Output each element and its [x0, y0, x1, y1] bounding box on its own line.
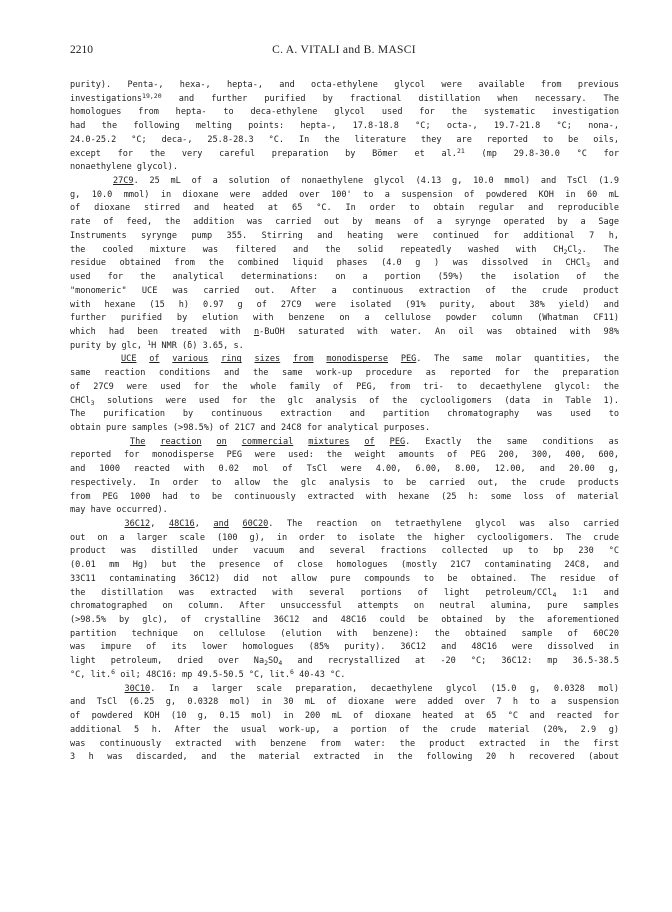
text-line: UCE of various ring sizes from monodisperse PEG. The same molar quantities, the [121, 354, 619, 365]
text-line: 24.0-25.2 °C; deca-, 25.8-28.3 °C. In the literature they are reported to be oils, [70, 134, 619, 145]
text-line: 27C9. 25 mL of a solution of nonaethylene glycol (4.13 g, 10.0 mmol) and TsCl (1.9 [113, 176, 619, 187]
text-line: respectively. In order to allow the glc analysis to be carried out, the crude products [70, 477, 619, 488]
text-line: the distillation was extracted with several portions of light petroleum/CCl$_4$ 1:1 and [70, 587, 619, 599]
text-line: (0.01 mm Hg) but the presence of close homologues (mostly 21C7 contaminating 24C8, and [70, 560, 619, 571]
text-line: CHCl$_3$ solutions were used for the glc analysis of the cyclooligomers (data in Table 1). [70, 395, 619, 407]
text-line: investigations$^{19,20}$ and further purified by fractional distillation when necessary. The [70, 92, 619, 104]
text-line: "monomeric" UCE was carried out. After a continuous extraction of the crude product [70, 285, 619, 296]
text-line: 33C11 contaminating 36C12) did not allow pure compounds to be obtained. The residue of [70, 573, 619, 584]
running-header [70, 44, 618, 60]
text-line: reported for monodisperse PEG were used: the weight amounts of PEG 200, 300, 400, 600, [70, 450, 619, 461]
text-line: may have occurred). [70, 505, 168, 516]
text-line: residue obtained from the combined liquid phases (4.0 g ) was dissolved in CHCl$_3$ and [70, 258, 619, 270]
experimental-text [70, 79, 619, 765]
text-line: with hexane (15 h) 0.97 g of 27C9 were isolated (91% purity, about 38% yield) and [70, 299, 619, 310]
text-line: chromatographed on column. After unsuccessful attempts on neutral alumina, pure samples [70, 601, 619, 612]
text-line: of dioxane stirred and heated at 65 °C. In order to obtain regular and reproducible [70, 203, 619, 214]
text-line: light petroleum, dried over $Na_2SO_4$ and recrystallized at -20 °C; 36C12: mp 36.5-38.5 [70, 656, 619, 668]
text-line: used for the analytical determinations: on a portion (59%) the isolation of the [70, 272, 619, 283]
text-line: The purification by continuous extraction and partition chromatography was used to [70, 409, 619, 420]
text-line: homologues from hepta- to deca-ethylene glycol used for the systematic investigation [70, 107, 619, 118]
text-line: Instruments syrynge pump 355. Stirring and heating were continued for additional 7 h, [70, 230, 619, 241]
text-line: purity). Penta-, hexa-, hepta-, and octa-ethylene glycol were available from previous [70, 80, 619, 90]
text-line: purity by glc, $^1$H NMR (δ) 3.65, s. [70, 339, 244, 351]
text-line: The reaction on commercial mixtures of PEG. Exactly the same conditions as [129, 436, 619, 447]
text-line: product was distilled under vacuum and several fractions collected up to bp 230 °C [70, 546, 619, 557]
text-line: same reaction conditions and the same work-up procedure as reported for the preparation [70, 368, 619, 379]
text-line: (>98.5% by glc), of crystalline 36C12 and 48C16 could be obtained by the aforementioned [70, 615, 619, 626]
text-line: 3 h was discarded, and the material extracted in the following 20 h recovered (about [70, 752, 619, 763]
text-line: of powdered KOH (10 g, 0.15 mol) in 200 mL of dioxane heated at 65 °C and reacted for [70, 711, 619, 722]
text-line: °C, lit.$^6$ oil; 48C16: mp 49.5-50.5 °C, lit.$^6$ 40-43 °C. [70, 668, 346, 680]
text-line: partition technique on cellulose (elution with benzene): the obtained sample of 60C20 [70, 628, 619, 639]
text-line: was impure of its lower homologues (85% purity). 36C12 and 48C16 were dissolved in [70, 642, 619, 653]
text-line: further purified by elution with benzene on a cellulose powder column (Whatman CF11) [70, 313, 619, 324]
text-line: g, 10.0 mmol) in dioxane were added over 100' to a suspension of powdered KOH in 60 mL [70, 189, 619, 200]
text-line: of 27C9 were used for the whole family of PEG, from tri- to decaethylene glycol: the [70, 381, 619, 392]
text-line: had the following melting points: hepta-, 17.8-18.8 °C; octa-, 19.7-21.8 °C; nona-, [70, 121, 619, 132]
text-line: obtain pure samples (>98.5%) of 21C7 and 24C8 for analytical purposes. [70, 422, 431, 433]
text-line: 36C12, 48C16, and 60C20. The reaction on tetraethylene glycol was also carried [124, 519, 619, 529]
page-number: 2210 [70, 44, 93, 56]
text-line: was continuously extracted with benzene from water: the product extracted in the first [70, 738, 619, 749]
running-authors: C. A. VITALI and B. MASCI [272, 44, 416, 56]
text-line: from PEG 1000 had to be continuously extracted with hexane (25 h: some loss of material [70, 491, 619, 502]
text-line: except for the very careful preparation by Bömer et al.$^{21}$ (mp 29.8-30.0 °C for [70, 147, 619, 159]
text-line: and TsCl (6.25 g, 0.0328 mol) in 30 mL of dioxane were added over 7 h to a suspension [70, 697, 619, 708]
text-line: nonaethylene glycol). [70, 162, 179, 173]
text-line: the cooled mixture was filtered and the solid repeatedly washed with $CH_2Cl_2$. The [70, 244, 619, 256]
text-line: additional 5 h. After the usual work-up, a portion of the crude material (20%, 2.9 g) [70, 724, 619, 735]
text-line: out on a larger scale (100 g), in order to isolate the higher cyclooligomers. The crude [70, 532, 619, 543]
text-line: 30C10. In a larger scale preparation, decaethylene glycol (15.0 g, 0.0328 mol) [124, 683, 619, 694]
text-line: which had been treated with n-BuOH saturated with water. An oil was obtained with 98% [70, 326, 619, 337]
text-line: rate of feed, the addition was carried out by means of a syrynge operated by a Sage [70, 217, 619, 228]
text-line: and 1000 reacted with 0.02 mol of TsCl were 4.00, 6.00, 8.00, 12.00, and 20.00 g, [70, 464, 619, 475]
